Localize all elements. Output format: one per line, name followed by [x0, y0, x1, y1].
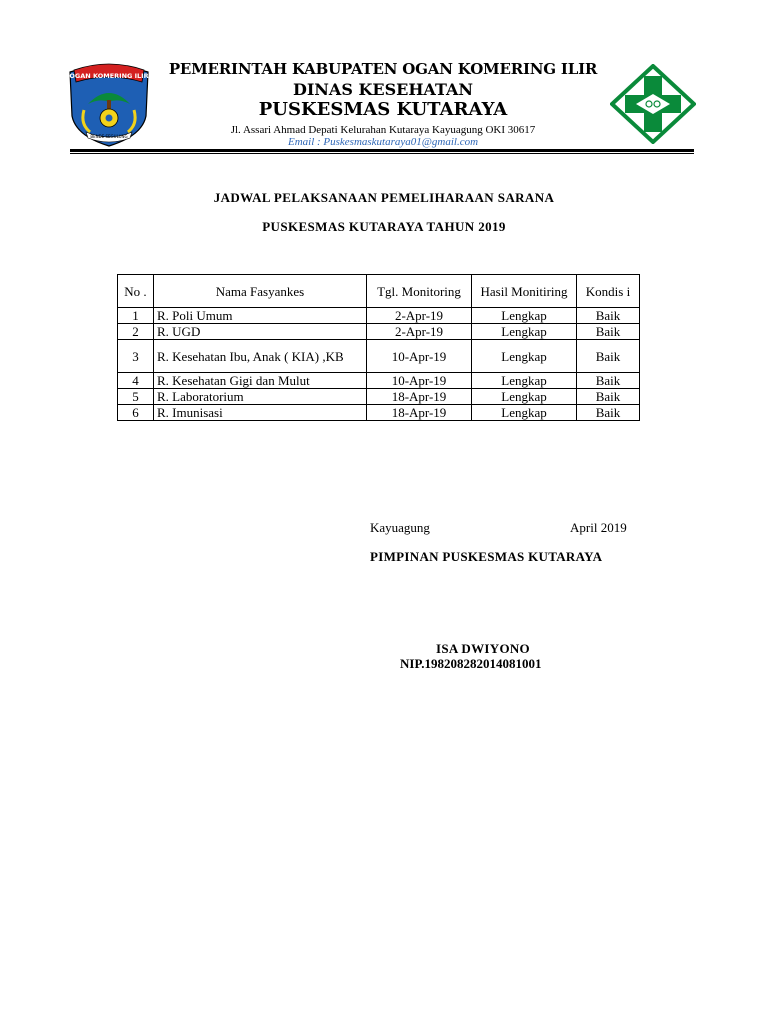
district-logo — [66, 62, 152, 148]
header-no: No . — [118, 275, 154, 308]
cell-hasil: Lengkap — [472, 340, 577, 373]
cell-tgl: 18-Apr-19 — [367, 405, 472, 421]
header-government: PEMERINTAH KABUPATEN OGAN KOMERING ILIR — [168, 60, 598, 78]
cell-tgl: 2-Apr-19 — [367, 324, 472, 340]
cell-kondisi: Baik — [577, 389, 640, 405]
table-row — [118, 389, 640, 405]
logo-motto-text: BENDE SEGULUNG — [90, 134, 128, 139]
signatory-nip: NIP.198208282014081001 — [400, 656, 542, 671]
cell-nama: R. Poli Umum — [154, 308, 367, 324]
table-row — [118, 373, 640, 389]
green-cross-icon — [610, 64, 696, 144]
cell-kondisi: Baik — [577, 324, 640, 340]
cell-hasil: Lengkap — [472, 308, 577, 324]
header-puskesmas: PUSKESMAS KUTARAYA — [258, 99, 508, 120]
signature-date: April 2019 — [570, 520, 627, 535]
signature-place: Kayuagung — [370, 520, 430, 535]
logo-banner-text: OGAN KOMERING ILIR — [69, 72, 149, 80]
cell-nama: R. Kesehatan Ibu, Anak ( KIA) ,KB — [154, 340, 367, 373]
cell-nama: R. UGD — [154, 324, 367, 340]
header-nama: Nama Fasyankes — [154, 275, 367, 308]
cell-kondisi: Baik — [577, 340, 640, 373]
cell-hasil: Lengkap — [472, 324, 577, 340]
table-row — [118, 324, 640, 340]
cell-kondisi: Baik — [577, 373, 640, 389]
cell-kondisi: Baik — [577, 308, 640, 324]
cell-tgl: 2-Apr-19 — [367, 308, 472, 324]
cell-no: 4 — [118, 373, 154, 389]
signatory-name: ISA DWIYONO — [436, 641, 530, 656]
cell-nama: R. Imunisasi — [154, 405, 367, 421]
header-hasil: Hasil Monitiring — [472, 275, 577, 308]
cell-no: 1 — [118, 308, 154, 324]
cell-hasil: Lengkap — [472, 373, 577, 389]
cell-no: 3 — [118, 340, 154, 373]
signature-title: PIMPINAN PUSKESMAS KUTARAYA — [370, 549, 603, 564]
cell-tgl: 18-Apr-19 — [367, 389, 472, 405]
coat-of-arms-icon — [66, 62, 152, 148]
cell-no: 6 — [118, 405, 154, 421]
cell-tgl: 10-Apr-19 — [367, 373, 472, 389]
document-subtitle: PUSKESMAS KUTARAYA TAHUN 2019 — [262, 219, 506, 234]
header-kondisi: Kondis i — [577, 275, 640, 308]
table-row — [118, 405, 640, 421]
cell-hasil: Lengkap — [472, 405, 577, 421]
cell-nama: R. Laboratorium — [154, 389, 367, 405]
puskesmas-logo — [610, 64, 696, 144]
maintenance-table — [117, 274, 640, 421]
cell-kondisi: Baik — [577, 405, 640, 421]
table-row — [118, 340, 640, 373]
document-title: JADWAL PELAKSANAAN PEMELIHARAAN SARANA — [213, 190, 555, 205]
cell-tgl: 10-Apr-19 — [367, 340, 472, 373]
cell-no: 5 — [118, 389, 154, 405]
header-department: DINAS KESEHATAN — [292, 80, 474, 99]
cell-hasil: Lengkap — [472, 389, 577, 405]
header-email: Email : Puskesmaskutaraya01@gmail.com — [287, 136, 479, 148]
cell-nama: R. Kesehatan Gigi dan Mulut — [154, 373, 367, 389]
table-row — [118, 308, 640, 324]
table-header-row — [118, 275, 640, 308]
letterhead-divider-thin — [70, 153, 694, 154]
header-address: Jl. Assari Ahmad Depati Kelurahan Kutaraya Kayuagung OKI 30617 — [230, 124, 536, 136]
header-tgl: Tgl. Monitoring — [367, 275, 472, 308]
letterhead-divider — [70, 149, 694, 152]
cell-no: 2 — [118, 324, 154, 340]
